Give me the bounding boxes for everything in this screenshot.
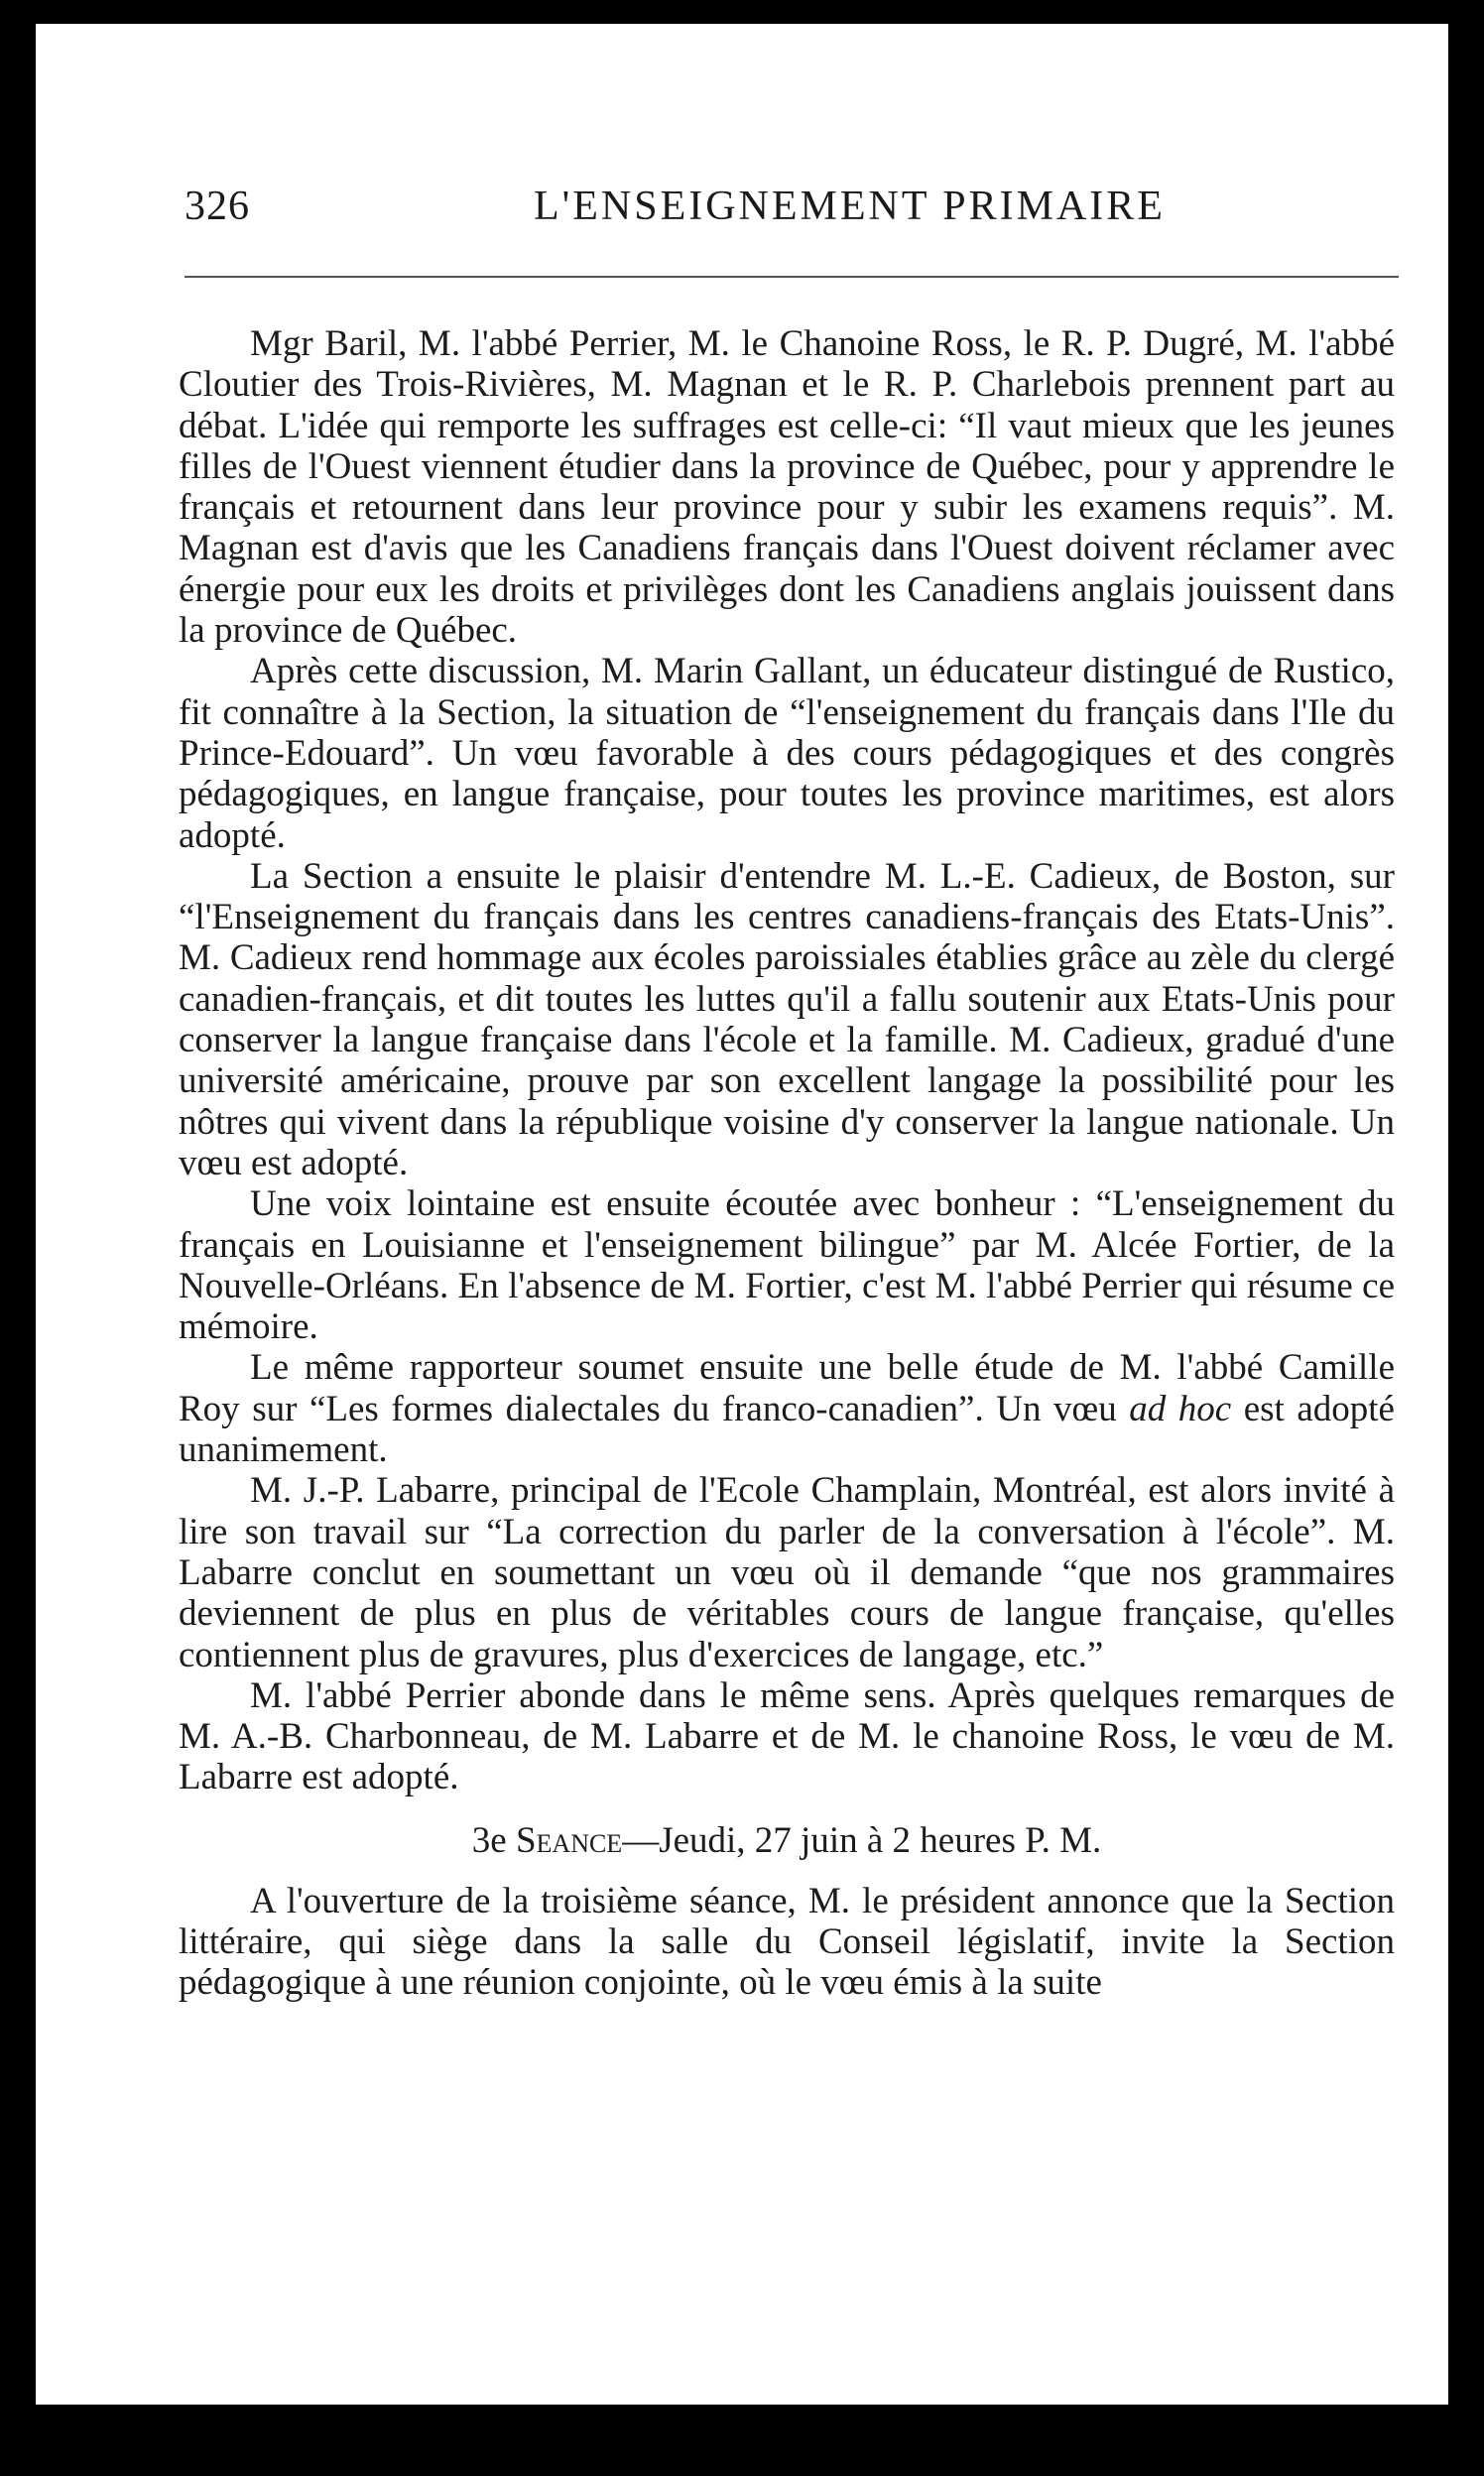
session-heading-smallcaps: Seance [515, 1819, 623, 1861]
paragraph: M. l'abbé Perrier abonde dans le même sens. Après quelques remarques de M. A.-B. Charbonneau, de M. Labarre et de M. le chanoine Ross, le vœu de M. Labarre est adopté. [179, 1674, 1395, 1798]
session-heading-suffix: —Jeudi, 27 juin à 2 heures P. M. [622, 1819, 1102, 1861]
session-heading [179, 1820, 1395, 1861]
paragraph: Mgr Baril, M. l'abbé Perrier, M. le Chanoine Ross, le R. P. Dugré, M. l'abbé Cloutier des Trois-Rivières, M. Magnan et le R. P. Charlebois prennent part au débat. L'idée qui remporte les suffrages est celle-ci: “Il vaut mieux que les jeunes filles de l'Ouest viennent étudier dans la province de Québec, pour y apprendre le français et retournent dans leur province pour y subir les examens requis”. M. Magnan est d'avis que les Canadiens français dans l'Ouest doivent réclamer avec énergie pour eux les droits et privilèges dont les Canadiens anglais jouissent dans la province de Québec. [179, 323, 1395, 652]
paragraph: M. J.-P. Labarre, principal de l'Ecole Champlain, Montréal, est alors invité à lire son travail sur “La correction du parler de la conversation à l'école”. M. Labarre conclut en soumettant un vœu où il demande “que nos grammaires deviennent de plus en plus de véritables cours de langue française, qu'elles contiennent plus de gravures, plus d'exercices de langage, etc.” [179, 1470, 1395, 1675]
body-text [179, 323, 1395, 2004]
running-title: L'ENSEIGNEMENT PRIMAIRE [534, 184, 1166, 229]
paragraph-roy-after: est adopté unanimement. [179, 1388, 1395, 1471]
header-rule [185, 276, 1399, 278]
page-number: 326 [185, 184, 250, 229]
page-header [185, 183, 1399, 242]
paragraph-roy-italic: ad hoc [1129, 1388, 1232, 1429]
session-heading-prefix: 3e [471, 1819, 516, 1861]
paragraph-roy-before: Le même rapporteur soumet ensuite une belle étude de M. l'abbé Camille Roy sur “Les formes dialectales du franco-canadien”. Un vœu [179, 1347, 1395, 1429]
final-paragraph: A l'ouverture de la troisième séance, M. le président annonce que la Section littéraire, qui siège dans la salle du Conseil législatif, invite la Section pédagogique à une réunion conjointe, où le vœu émis à la suite [179, 1880, 1395, 2004]
paragraph: Après cette discussion, M. Marin Gallant, un éducateur distingué de Rustico, fit connaître à la Section, la situation de “l'enseignement du français dans l'Ile du Prince-Edouard”. Un vœu favorable à des cours pédagogiques et des congrès pédagogiques, en langue française, pour toutes les province maritimes, est alors adopté. [179, 651, 1395, 856]
paragraph-roy [179, 1347, 1395, 1470]
paragraph: Une voix lointaine est ensuite écoutée avec bonheur : “L'enseignement du français en Louisianne et l'enseignement bilingue” par M. Alcée Fortier, de la Nouvelle-Orléans. En l'absence de M. Fortier, c'est M. l'abbé Perrier qui résume ce mémoire. [179, 1183, 1395, 1348]
paragraph: La Section a ensuite le plaisir d'entendre M. L.-E. Cadieux, de Boston, sur “l'Enseignement du français dans les centres canadiens-français des Etats-Unis”. M. Cadieux rend hommage aux écoles paroissiales établies grâce au zèle du clergé canadien-français, et dit toutes les luttes qu'il a fallu soutenir aux Etats-Unis pour conserver la langue française dans l'école et la famille. M. Cadieux, gradué d'une université américaine, prouve par son excellent langage la possibilité pour les nôtres qui vivent dans la république voisine d'y conserver la langue nationale. Un vœu est adopté. [179, 855, 1395, 1183]
